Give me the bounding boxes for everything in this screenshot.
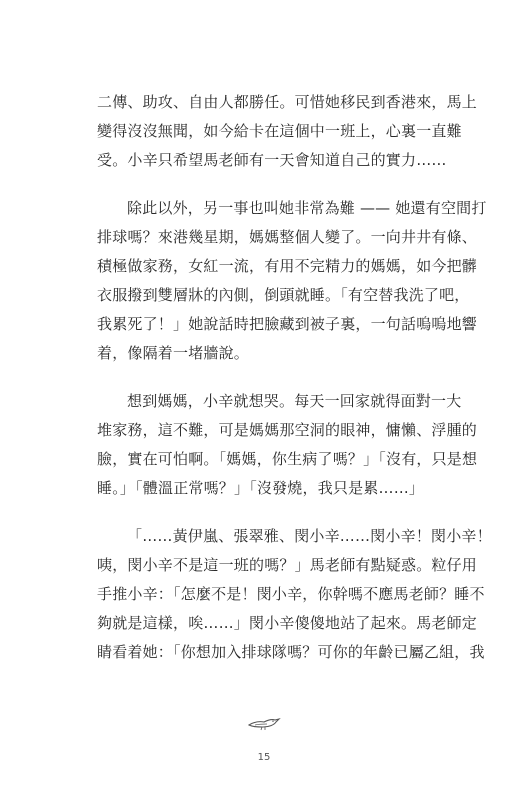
page-number: 15 bbox=[257, 752, 271, 763]
text-line: 排球嗎？來港幾星期，媽媽整個人變了。一向井井有條、 bbox=[97, 228, 478, 246]
text-line: 咦，閔小辛不是這一班的嗎？」馬老師有點疑惑。粒仔用 bbox=[97, 556, 478, 574]
text-line: 我累死了！」她說話時把臉藏到被子裏，一句話嗚嗚地響 bbox=[97, 315, 478, 333]
paragraph bbox=[97, 194, 487, 368]
paragraph bbox=[97, 522, 492, 667]
text-line: 堆家務，這不難，可是媽媽那空洞的眼神，慵懶、浮腫的 bbox=[97, 421, 478, 439]
paragraph bbox=[97, 88, 478, 175]
text-line: 夠就是這樣，唉……」閔小辛傻傻地站了起來。馬老師定 bbox=[97, 614, 478, 632]
bird-icon bbox=[246, 714, 282, 732]
paragraph bbox=[97, 387, 478, 503]
text-line: 變得沒沒無聞，如今給卡在這個中一班上，心裏一直難 bbox=[97, 122, 462, 140]
text-line: 衣服撥到雙層牀的內側，倒頭就睡。「有空替我洗了吧， bbox=[97, 286, 470, 304]
text-line: 着，像隔着一堵牆說。 bbox=[97, 344, 250, 362]
text-line: 睛看着她：「你想加入排球隊嗎？可你的年齡已屬乙組，我 bbox=[97, 643, 485, 661]
text-line: 睡。」「體溫正常嗎？」「沒發燒，我只是累……」 bbox=[97, 479, 425, 497]
text-line: 除此以外，另一事也叫她非常為難 —— 她還有空間打 bbox=[127, 199, 487, 217]
body-text bbox=[97, 88, 492, 686]
text-line: 二傳、助攻、自由人都勝任。可惜她移民到香港來，馬上 bbox=[97, 93, 478, 111]
text-line: 臉，實在可怕啊。「媽媽，你生病了嗎？」「沒有，只是想 bbox=[97, 450, 478, 468]
text-line: 「……黃伊嵐、張翠雅、閔小辛……閔小辛！閔小辛！ bbox=[127, 527, 492, 545]
text-line: 手推小辛：「怎麼不是！閔小辛，你幹嗎不應馬老師？睡不 bbox=[97, 585, 485, 603]
text-line: 積極做家務，女紅一流，有用不完精力的媽媽，如今把髒 bbox=[97, 257, 478, 275]
text-line: 受。小辛只希望馬老師有一天會知道自己的實力…… bbox=[97, 151, 447, 169]
text-line: 想到媽媽，小辛就想哭。每天一回家就得面對一大 bbox=[127, 392, 462, 410]
